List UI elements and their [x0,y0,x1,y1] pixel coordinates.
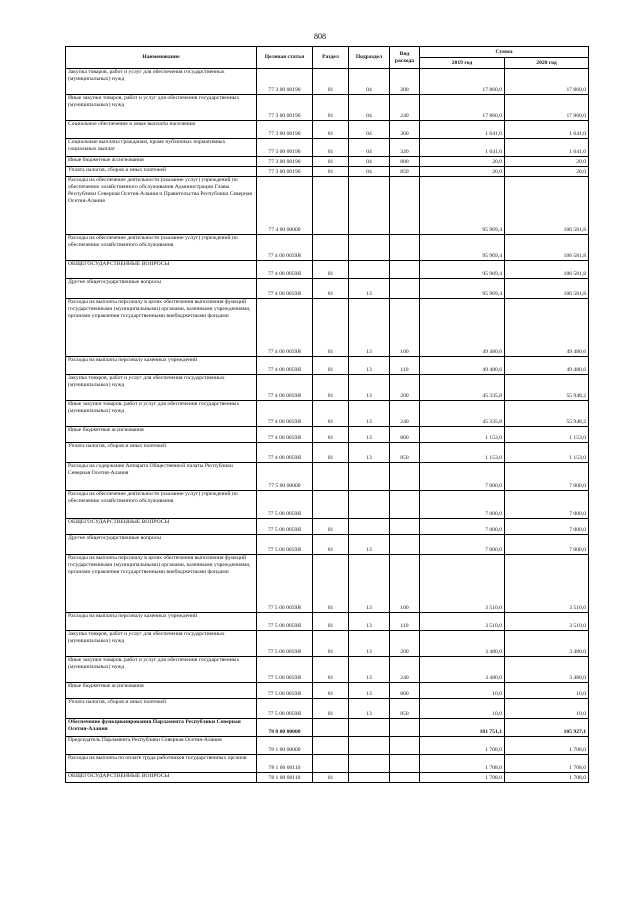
row-amount-2020: 49 480,6 [505,299,589,357]
row-amount-2020: 7 000,0 [505,491,589,519]
page-number: 808 [314,32,326,41]
row-expense-type [390,519,420,535]
row-amount-2020: 7 000,0 [505,535,589,555]
row-target-code: 77 3 00 00190 [257,167,313,177]
header-year-2020: 2020 год [505,58,589,69]
row-name: Расходы на обеспечение деятельности (оказание услуг) учреждений по обеспечению хозяйственного обслуживания [66,491,257,519]
row-amount-2019: 101 751,1 [420,719,505,737]
table-row [66,613,589,631]
row-amount-2020: 1 641,0 [505,121,589,139]
table-row [66,657,589,683]
row-name: Расходы на выплаты персоналу казенных учреждений [66,613,257,631]
row-name: Социальное обеспечение и иные выплаты населению [66,121,257,139]
table-row [66,279,589,299]
row-amount-2020: 10,0 [505,699,589,719]
row-subsection: 13 [349,555,390,613]
row-target-code: 77 5 00 0059Я [257,657,313,683]
row-expense-type: 200 [390,69,420,95]
row-target-code: 77 5 00 0059Я [257,683,313,699]
row-amount-2019: 1 153,0 [420,443,505,463]
row-amount-2019: 7 000,0 [420,519,505,535]
table-row [66,69,589,95]
row-expense-type: 300 [390,121,420,139]
row-subsection [349,773,390,783]
row-target-code: 77 4 00 0059Я [257,401,313,427]
row-subsection: 04 [349,69,390,95]
row-amount-2019: 1 708,0 [420,755,505,773]
row-name: Иные бюджетные ассигнования [66,427,257,443]
row-target-code: 77 3 00 00190 [257,95,313,121]
row-target-code: 77 5 00 0059Я [257,613,313,631]
table-row [66,235,589,261]
row-expense-type: 240 [390,401,420,427]
row-target-code: 77 5 00 0059Я [257,519,313,535]
row-amount-2019: 3 480,0 [420,631,505,657]
row-expense-type: 850 [390,443,420,463]
row-name: Иные закупки товаров, работ и услуг для обеспечения государственных (муниципальных) нужд [66,95,257,121]
row-amount-2019: 7 000,0 [420,491,505,519]
row-name: Уплата налогов, сборов и иных платежей [66,167,257,177]
row-amount-2020: 3 480,0 [505,657,589,683]
row-section: 01 [313,121,349,139]
row-amount-2020: 1 153,0 [505,427,589,443]
table-row [66,427,589,443]
row-section: 01 [313,613,349,631]
row-expense-type: 800 [390,683,420,699]
row-expense-type [390,719,420,737]
table-row [66,519,589,535]
row-subsection [349,719,390,737]
row-expense-type [390,279,420,299]
row-section: 01 [313,631,349,657]
row-section: 01 [313,261,349,279]
row-amount-2020: 106 581,8 [505,177,589,235]
row-name: Иные закупки товаров, работ и услуг для обеспечения государственных (муниципальных) нужд [66,657,257,683]
row-subsection: 13 [349,443,390,463]
row-section [313,755,349,773]
row-subsection: 13 [349,613,390,631]
row-target-code: 77 3 00 00190 [257,121,313,139]
row-target-code: 77 5 00 0059Я [257,631,313,657]
row-target-code: 77 4 00 0059Я [257,427,313,443]
row-name: Уплата налогов, сборов и иных платежей [66,699,257,719]
row-target-code: 78 0 00 00000 [257,719,313,737]
row-amount-2020: 49 480,6 [505,357,589,375]
row-section [313,491,349,519]
row-section: 01 [313,279,349,299]
row-name: ОБЩЕГОСУДАРСТВЕННЫЕ ВОПРОСЫ [66,261,257,279]
row-expense-type: 850 [390,699,420,719]
row-section: 01 [313,299,349,357]
row-section: 01 [313,657,349,683]
row-target-code: 78 1 00 00000 [257,737,313,755]
table-row [66,261,589,279]
row-expense-type: 200 [390,631,420,657]
table-row [66,177,589,235]
row-expense-type: 100 [390,299,420,357]
row-name: ОБЩЕГОСУДАРСТВЕННЫЕ ВОПРОСЫ [66,773,257,783]
table-row [66,631,589,657]
table-row [66,555,589,613]
row-section: 01 [313,443,349,463]
table-row [66,535,589,555]
row-amount-2020: 1 641,0 [505,139,589,157]
row-section: 01 [313,683,349,699]
row-subsection: 13 [349,631,390,657]
row-target-code: 77 5 00 00000 [257,463,313,491]
row-amount-2020: 3 510,0 [505,613,589,631]
budget-table [65,46,589,783]
table-row [66,443,589,463]
row-section: 01 [313,519,349,535]
row-amount-2019: 49 480,6 [420,357,505,375]
row-expense-type: 110 [390,613,420,631]
table-row [66,683,589,699]
row-amount-2020: 106 581,8 [505,261,589,279]
row-amount-2020: 17 860,0 [505,69,589,95]
row-amount-2020: 106 581,8 [505,235,589,261]
table-row [66,95,589,121]
row-name: Расходы на содержание Аппарата Общественной палаты Республики Северная Осетия-Алания [66,463,257,491]
row-expense-type: 100 [390,555,420,613]
row-amount-2019: 20,0 [420,167,505,177]
table-row [66,463,589,491]
table-row [66,167,589,177]
header-year-2019: 2019 год [420,58,505,69]
row-expense-type: 320 [390,139,420,157]
row-section: 01 [313,375,349,401]
row-expense-type: 240 [390,95,420,121]
row-target-code: 77 4 00 00000 [257,177,313,235]
row-amount-2019: 95 969,4 [420,235,505,261]
row-amount-2020: 1 708,0 [505,737,589,755]
table-row [66,401,589,427]
row-subsection: 13 [349,535,390,555]
row-expense-type: 240 [390,657,420,683]
row-amount-2019: 1 708,0 [420,737,505,755]
row-subsection: 13 [349,683,390,699]
table-row [66,755,589,773]
row-amount-2020: 20,0 [505,157,589,167]
row-amount-2020: 7 000,0 [505,463,589,491]
row-amount-2020: 1 708,0 [505,773,589,783]
row-expense-type [390,773,420,783]
row-amount-2020: 55 948,2 [505,375,589,401]
row-expense-type [390,261,420,279]
row-target-code: 77 3 00 00190 [257,69,313,95]
header-sum: Сумма [420,47,589,58]
row-name: Иные бюджетные ассигнования [66,157,257,167]
row-amount-2019: 3 510,0 [420,555,505,613]
row-amount-2019: 49 480,6 [420,299,505,357]
row-section: 01 [313,535,349,555]
row-section: 01 [313,357,349,375]
row-amount-2020: 10,0 [505,683,589,699]
row-subsection: 04 [349,95,390,121]
row-name: Расходы на выплаты персоналу в целях обеспечения выполнения функций государственными (муниципальными) органами, казенными учреждениями, органами управления государственными внебюджетными фондами [66,555,257,613]
row-name: Закупка товаров, работ и услуг для обеспечения государственных (муниципальных) нужд [66,375,257,401]
row-section [313,235,349,261]
row-section [313,737,349,755]
row-expense-type: 200 [390,375,420,401]
row-expense-type [390,535,420,555]
row-section [313,719,349,737]
row-amount-2019: 95 969,4 [420,177,505,235]
row-amount-2020: 105 927,1 [505,719,589,737]
row-subsection: 13 [349,299,390,357]
row-section: 01 [313,167,349,177]
row-section: 01 [313,699,349,719]
row-amount-2019: 3 480,0 [420,657,505,683]
table-row [66,491,589,519]
row-section: 01 [313,69,349,95]
row-amount-2019: 95 969,4 [420,261,505,279]
row-name: Другие общегосударственные вопросы [66,535,257,555]
row-section [313,463,349,491]
table-row [66,357,589,375]
row-amount-2020: 20,0 [505,167,589,177]
row-amount-2020: 1 153,0 [505,443,589,463]
row-amount-2019: 10,0 [420,699,505,719]
row-target-code: 77 4 00 0059Я [257,279,313,299]
row-name: Расходы на выплаты по оплате труда работников государственных органов [66,755,257,773]
row-amount-2020: 17 860,0 [505,95,589,121]
row-amount-2020: 55 948,2 [505,401,589,427]
row-amount-2020: 3 480,0 [505,631,589,657]
row-subsection: 04 [349,121,390,139]
row-expense-type: 110 [390,357,420,375]
row-name: Другие общегосударственные вопросы [66,279,257,299]
header-subsection: Подраздел [349,47,390,69]
row-target-code: 77 4 00 0059Я [257,235,313,261]
row-target-code: 77 4 00 0059Я [257,443,313,463]
row-amount-2019: 17 860,0 [420,69,505,95]
row-amount-2019: 7 000,0 [420,535,505,555]
row-amount-2019: 45 335,8 [420,375,505,401]
row-section [313,177,349,235]
row-name: ОБЩЕГОСУДАРСТВЕННЫЕ ВОПРОСЫ [66,519,257,535]
row-subsection: 04 [349,167,390,177]
row-amount-2020: 106 581,8 [505,279,589,299]
row-target-code: 78 1 00 00110 [257,773,313,783]
row-amount-2019: 1 708,0 [420,773,505,783]
row-section: 01 [313,401,349,427]
row-subsection: 04 [349,157,390,167]
row-name: Председатель Парламента Республики Северная Осетия-Алания [66,737,257,755]
header-type: Вид расхода [390,47,420,69]
row-target-code: 77 5 00 0059Я [257,535,313,555]
row-target-code: 77 5 00 0059Я [257,491,313,519]
row-subsection: 13 [349,357,390,375]
row-expense-type [390,737,420,755]
row-subsection [349,519,390,535]
row-section: 01 [313,157,349,167]
row-expense-type: 800 [390,157,420,167]
row-amount-2019: 95 969,4 [420,279,505,299]
row-target-code: 77 5 00 0059Я [257,699,313,719]
row-amount-2020: 1 708,0 [505,755,589,773]
row-amount-2019: 7 000,0 [420,463,505,491]
row-name: Социальные выплаты гражданам, кроме публичных нормативных социальных выплат [66,139,257,157]
row-amount-2019: 1 641,0 [420,121,505,139]
row-target-code: 77 3 00 00190 [257,139,313,157]
row-name: Обеспечение функционирования Парламента Республики Северная Осетия-Алания [66,719,257,737]
row-subsection [349,755,390,773]
row-subsection: 13 [349,401,390,427]
row-name: Иные закупки товаров, работ и услуг для обеспечения государственных (муниципальных) нужд [66,401,257,427]
row-target-code: 77 4 00 0059Я [257,299,313,357]
row-subsection [349,491,390,519]
row-name: Расходы на обеспечение деятельности (оказание услуг) учреждений по обеспечению хозяйственного обслуживания Администрации Главы Республики Северная Осетия-Алания и Правительства Республики Северная Осетия-Алания [66,177,257,235]
row-subsection [349,463,390,491]
row-name: Расходы на обеспечение деятельности (оказание услуг) учреждений по обеспечению хозяйственного обслуживания [66,235,257,261]
row-subsection [349,261,390,279]
row-expense-type [390,177,420,235]
row-amount-2020: 7 000,0 [505,519,589,535]
row-amount-2019: 10,0 [420,683,505,699]
row-target-code: 77 4 00 0059Я [257,357,313,375]
row-subsection [349,235,390,261]
row-amount-2019: 3 510,0 [420,613,505,631]
table-row [66,299,589,357]
header-target: Целевая статья [257,47,313,69]
row-target-code: 77 5 00 0059Я [257,555,313,613]
row-subsection: 13 [349,699,390,719]
row-amount-2020: 3 510,0 [505,555,589,613]
row-name: Иные бюджетные ассигнования [66,683,257,699]
row-name: Закупка товаров, работ и услуг для обеспечения государственных (муниципальных) нужд [66,631,257,657]
row-section: 01 [313,139,349,157]
row-name: Уплата налогов, сборов и иных платежей [66,443,257,463]
row-subsection: 13 [349,279,390,299]
row-subsection: 04 [349,139,390,157]
row-amount-2019: 45 335,8 [420,401,505,427]
header-section: Раздел [313,47,349,69]
table-row [66,773,589,783]
row-amount-2019: 1 153,0 [420,427,505,443]
row-expense-type [390,755,420,773]
row-amount-2019: 17 860,0 [420,95,505,121]
row-expense-type: 800 [390,427,420,443]
row-name: Расходы на выплаты персоналу в целях обеспечения выполнения функций государственными (муниципальными) органами, казенными учреждениями, органами управления государственными внебюджетными фондами [66,299,257,357]
row-name: Закупка товаров, работ и услуг для обеспечения государственных (муниципальных) нужд [66,69,257,95]
row-subsection: 13 [349,427,390,443]
row-expense-type [390,235,420,261]
header-name: Наименование [66,47,257,69]
row-target-code: 77 3 00 00190 [257,157,313,167]
table-row [66,121,589,139]
row-subsection: 13 [349,657,390,683]
row-section: 01 [313,95,349,121]
table-body [66,69,589,783]
table-row [66,139,589,157]
row-target-code: 77 4 00 0059Я [257,375,313,401]
row-amount-2019: 1 641,0 [420,139,505,157]
table-row [66,157,589,167]
row-subsection [349,177,390,235]
row-name: Расходы на выплаты персоналу казенных учреждений [66,357,257,375]
row-target-code: 78 1 00 00110 [257,755,313,773]
row-subsection [349,737,390,755]
row-expense-type [390,491,420,519]
row-section: 01 [313,427,349,443]
row-section: 01 [313,773,349,783]
row-section: 01 [313,555,349,613]
table-row [66,699,589,719]
row-amount-2019: 20,0 [420,157,505,167]
row-expense-type: 850 [390,167,420,177]
table-row [66,737,589,755]
row-subsection: 13 [349,375,390,401]
table-row [66,375,589,401]
row-target-code: 77 4 00 0059Я [257,261,313,279]
table-row [66,719,589,737]
row-expense-type [390,463,420,491]
